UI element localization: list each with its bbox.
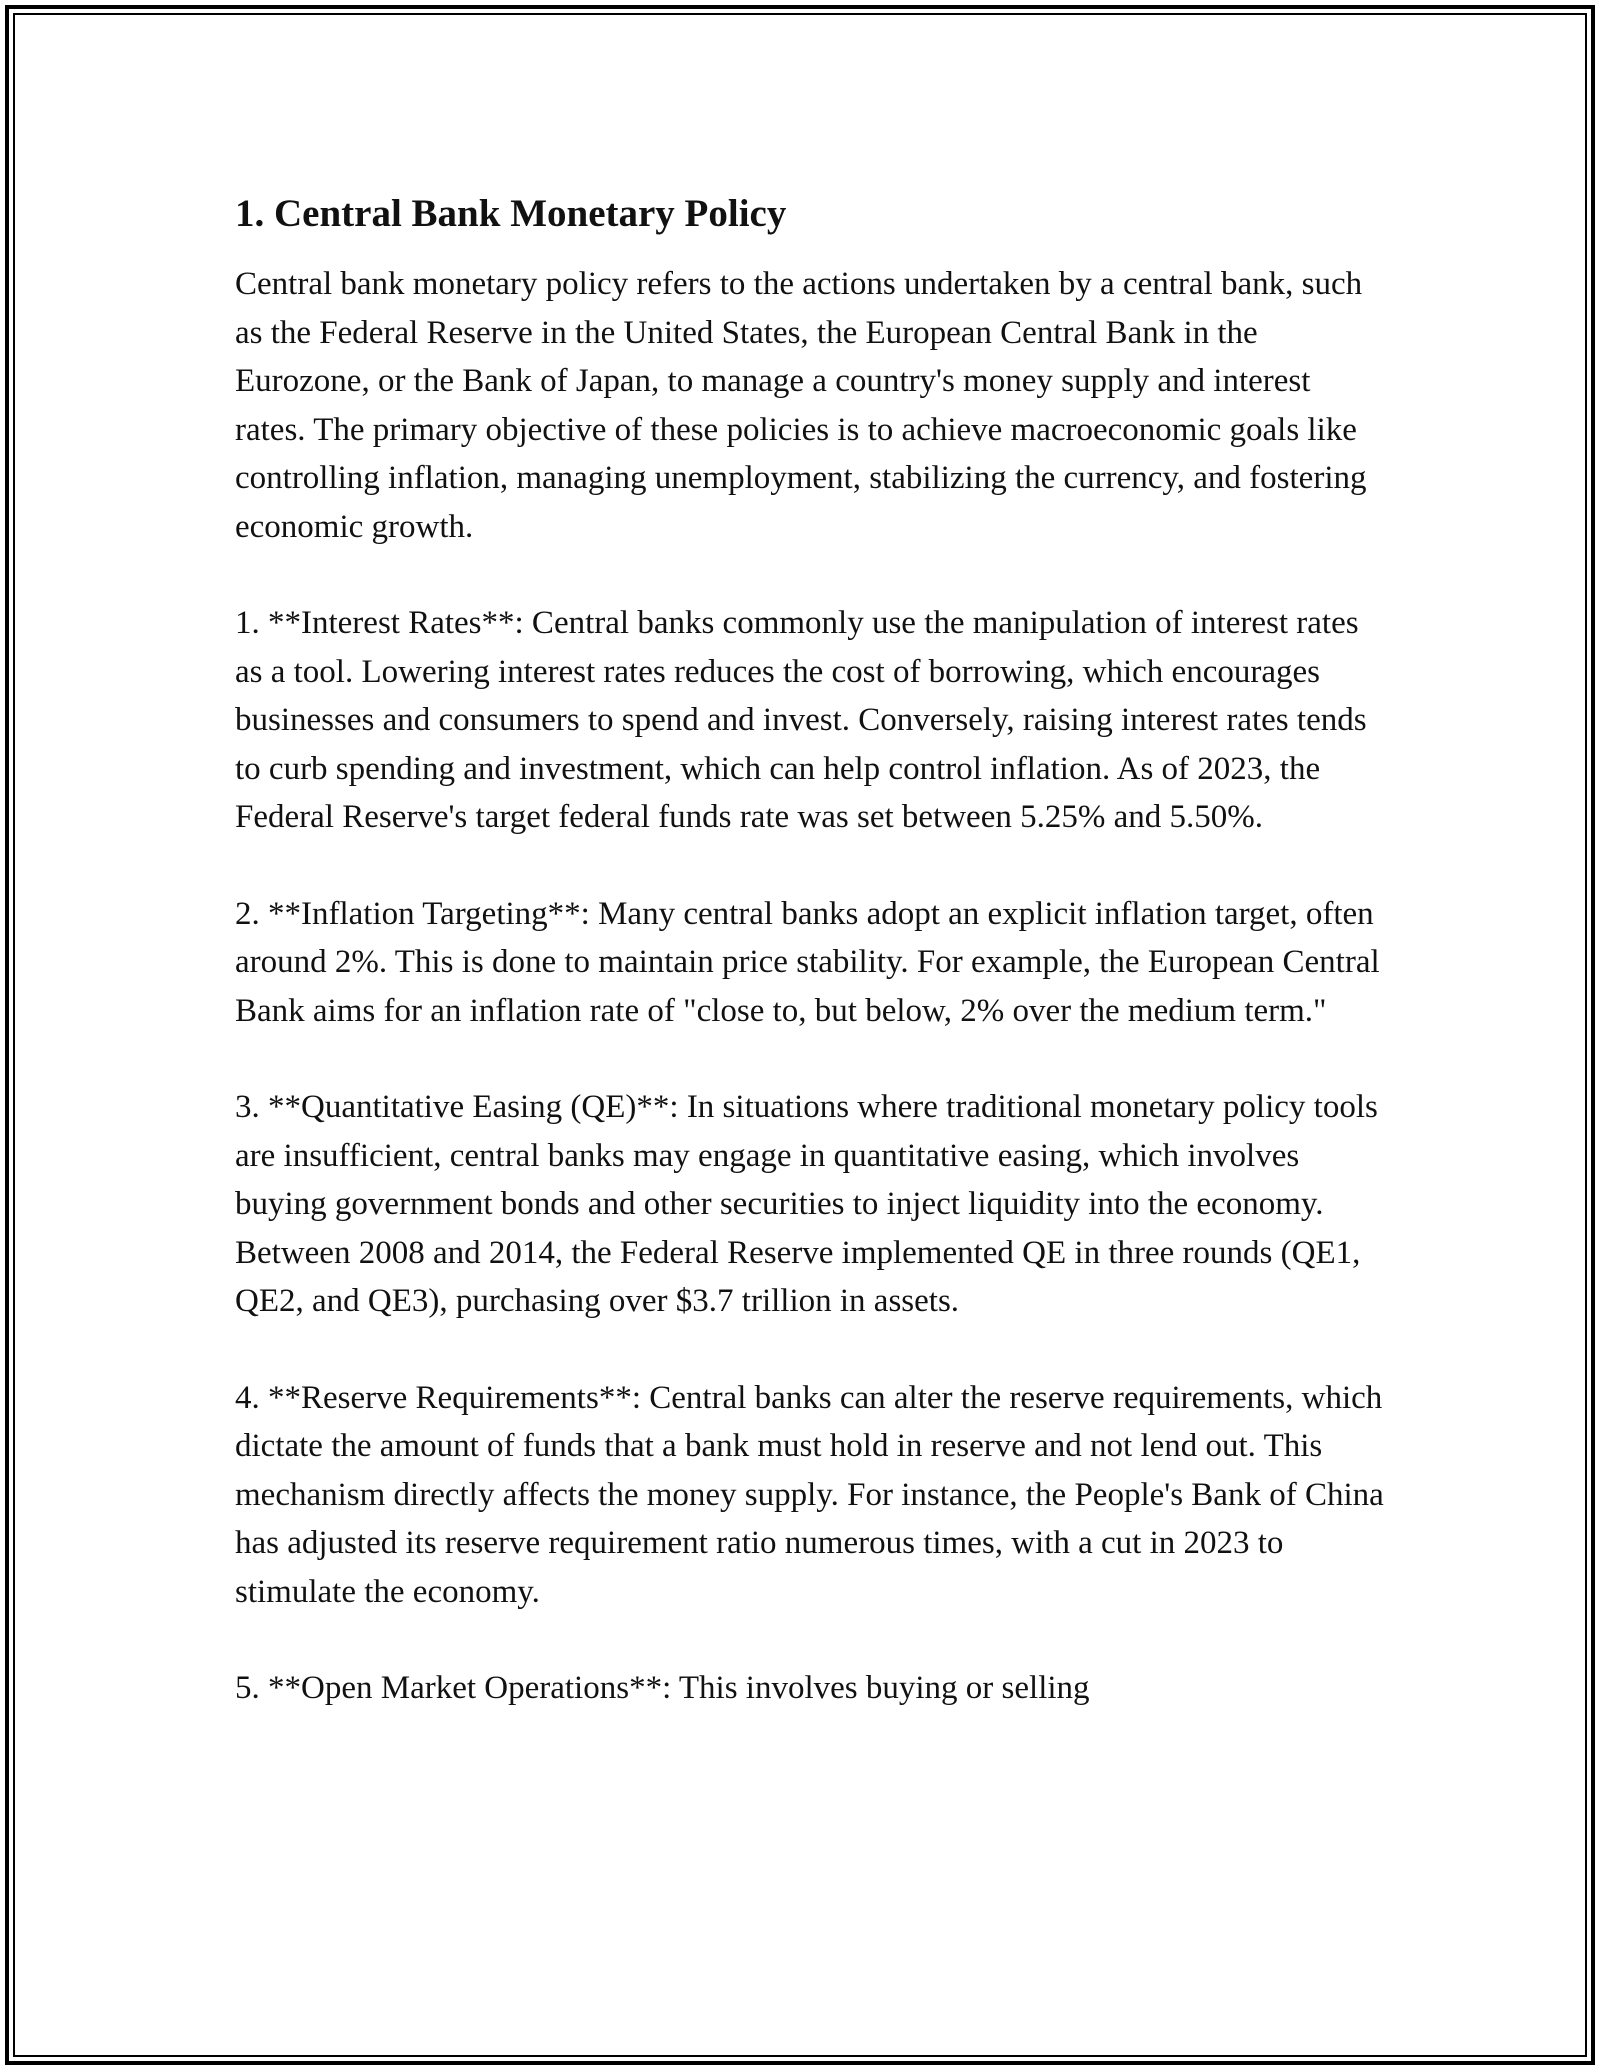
inflation-targeting-paragraph: 2. **Inflation Targeting**: Many central banks adopt an explicit inflation target, often around 2%. This is done to maintain price stability. For example, the European Central Bank aims for an inflation rate of "close to, but below, 2% over the medium term." (235, 895, 1380, 1029)
reserve-requirements-paragraph: 4. **Reserve Requirements**: Central banks can alter the reserve requirements, which dictate the amount of funds that a bank must hold in reserve and not lend out. This mechanism directly affects the money supply. For instance, the People's Bank of China has adjusted its reserve requirement ratio numerous times, with a cut in 2023 to stimulate the economy. (235, 1379, 1384, 1610)
open-market-operations-paragraph: 5. **Open Market Operations**: This involves buying or selling (235, 1670, 1090, 1706)
quantitative-easing-paragraph: 3. **Quantitative Easing (QE)**: In situations where traditional monetary policy tools are insufficient, central banks may engage in quantitative easing, which involves buying government bonds and other securities to inject liquidity into the economy. Between 2008 and 2014, the Federal Reserve implemented QE in three rounds (QE1, QE2, and QE3), purchasing over $3.7 trillion in assets. (235, 1089, 1378, 1319)
document-body (235, 188, 1385, 1761)
intro-paragraph: Central bank monetary policy refers to the actions undertaken by a central bank, such as the Federal Reserve in the United States, the European Central Bank in the Eurozone, or the Bank of Japan, to manage a country's money supply and interest rates. The primary objective of these policies is to achieve macroeconomic goals like controlling inflation, managing unemployment, stabilizing the currency, and fostering economic growth. (235, 266, 1367, 545)
document-title: 1. Central Bank Monetary Policy (235, 192, 787, 235)
interest-rates-paragraph: 1. **Interest Rates**: Central banks commonly use the manipulation of interest rates as a tool. Lowering interest rates reduces the cost of borrowing, which encourages businesses and consumers to spend and invest. Conversely, raising interest rates tends to curb spending and investment, which can help control inflation. As of 2023, the Federal Reserve's target federal funds rate was set between 5.25% and 5.50%. (235, 605, 1367, 835)
